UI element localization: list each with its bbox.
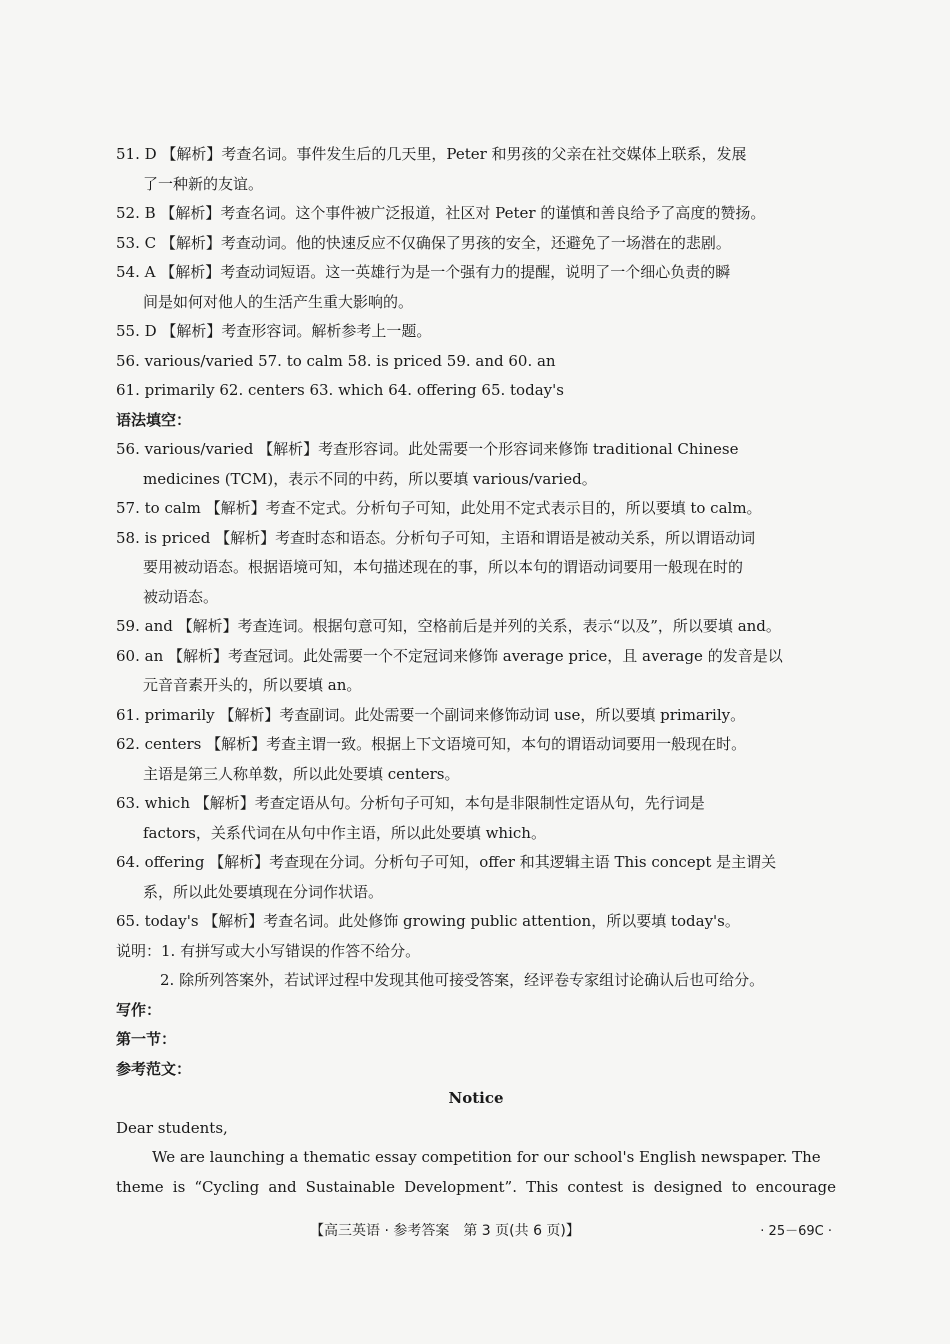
answer-line: 57. to calm 【解析】考查不定式。分析句子可知，此处用不定式表示目的，所以要填 to calm。 <box>116 499 762 517</box>
answer-continuation: 元音音素开头的，所以要填 an。 <box>143 676 362 694</box>
section-heading: 参考范文： <box>116 1059 192 1078</box>
answer-continuation: 系，所以此处要填现在分词作状语。 <box>143 882 384 901</box>
notice-title: Notice <box>448 1089 504 1107</box>
answer-line: 61. primarily 【解析】考查副词。此处需要一个副词来修饰动词 use，所以要填 primarily。 <box>116 705 746 724</box>
answer-continuation: factors，关系代词在从句中作主语，所以此处要填 which。 <box>143 823 546 842</box>
footer-page-info: 【高三英语 · 参考答案 第 3 页(共 6 页)】 <box>310 1223 580 1239</box>
section-heading: 写作： <box>116 1000 162 1019</box>
answer-line: 63. which 【解析】考查定语从句。分析句子可知，本句是非限制性定语从句，先行词是 <box>116 794 705 812</box>
answer-line: 58. is priced 【解析】考查时态和语态。分析句子可知，主语和谓语是被动关系，所以谓语动词 <box>116 528 756 547</box>
answer-line: 53. C 【解析】考查动词。他的快速反应不仅确保了男孩的安全，还避免了一场潜在的悲剧。 <box>116 233 731 252</box>
answer-line: 56. various/varied 【解析】考查形容词。此处需要一个形容词来修饰 traditional Chinese <box>116 440 739 458</box>
section-heading: 第一节： <box>116 1030 177 1048</box>
answer-line: 56. various/varied 57. to calm 58. is priced 59. and 60. an <box>116 351 556 370</box>
footer-exam-code: · 25－69C · <box>760 1224 832 1239</box>
answer-continuation: medicines (TCM)，表示不同的中药，所以要填 various/varied。 <box>143 469 597 488</box>
answer-line: 65. today's 【解析】考查名词。此处修饰 growing public attention，所以要填 today's。 <box>116 912 740 930</box>
answer-line: 说明：1. 有拼写或大小写错误的作答不给分。 <box>116 941 421 960</box>
answer-line: 64. offering 【解析】考查现在分词。分析句子可知，offer 和其逻辑主语 This concept 是主谓关 <box>116 853 777 871</box>
answer-line: 59. and 【解析】考查连词。根据句意可知，空格前后是并列的关系，表示“以及”，所以要填 and。 <box>116 617 781 635</box>
essay-paragraph-line: We are launching a thematic essay competition for our school's English newspaper. The <box>152 1148 821 1166</box>
answer-line: 62. centers 【解析】考查主谓一致。根据上下文语境可知，本句的谓语动词要用一般现在时。 <box>116 735 747 753</box>
answer-continuation: 间是如何对他人的生活产生重大影响的。 <box>143 292 414 311</box>
section-heading: 语法填空： <box>116 410 192 429</box>
answer-line: 61. primarily 62. centers 63. which 64. offering 65. today's <box>116 381 564 399</box>
answer-continuation: 要用被动语态。根据语境可知，本句描述现在的事，所以本句的谓语动词要用一般现在时的 <box>143 558 744 576</box>
note-line: 2. 除所列答案外，若试评过程中发现其他可接受答案，经评卷专家组讨论确认后也可给分。 <box>160 971 765 989</box>
answer-continuation: 被动语态。 <box>143 587 219 606</box>
answer-line: 60. an 【解析】考查冠词。此处需要一个不定冠词来修饰 average price，且 average 的发音是以 <box>116 646 783 665</box>
answer-line: Dear students, <box>116 1118 228 1137</box>
answer-continuation: 主语是第三人称单数，所以此处要填 centers。 <box>143 764 460 783</box>
answer-line: 52. B 【解析】考查名词。这个事件被广泛报道，社区对 Peter 的谨慎和善良给予了高度的赞扬。 <box>116 204 766 222</box>
answer-key-content <box>116 140 836 1202</box>
answer-line: 55. D 【解析】考查形容词。解析参考上一题。 <box>116 322 432 340</box>
answer-line: 54. A 【解析】考查动词短语。这一英雄行为是一个强有力的提醒，说明了一个细心负责的瞬 <box>116 263 731 281</box>
essay-paragraph-line: theme is “Cycling and Sustainable Development”. This contest is designed to encourage <box>116 1177 836 1196</box>
page-footer <box>0 1220 950 1250</box>
answer-continuation: 了一种新的友谊。 <box>143 174 264 193</box>
answer-line: 51. D 【解析】考查名词。事件发生后的几天里，Peter 和男孩的父亲在社交媒体上联系，发展 <box>116 145 747 163</box>
